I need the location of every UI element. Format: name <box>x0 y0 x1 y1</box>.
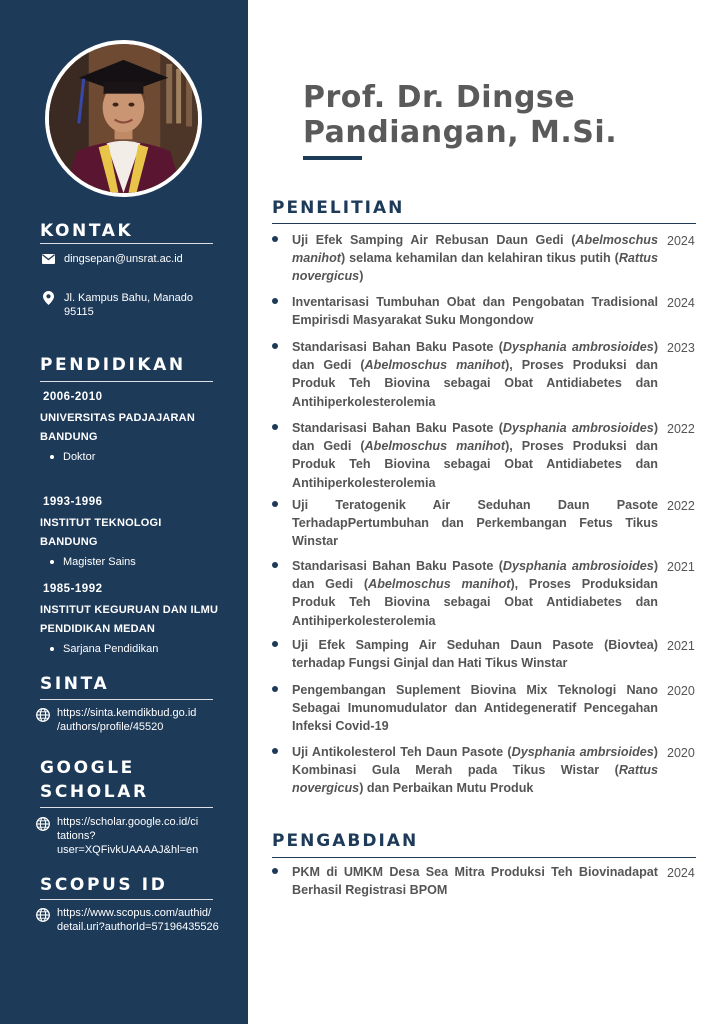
scopus-link[interactable] <box>36 906 219 934</box>
service-title: PKM di UMKM Desa Sea Mitra Produksi Teh Biovinadapat Berhasil Registrasi BPOM <box>292 865 658 898</box>
education-institution: INSTITUT KEGURUAN DAN ILMU PENDIDIKAN MEDAN <box>40 604 219 635</box>
education-degree-text: Sarjana Pendidikan <box>63 643 159 655</box>
bullet-icon <box>272 748 278 754</box>
education-degree-text: Doktor <box>63 451 96 463</box>
location-pin-icon <box>40 291 56 305</box>
contact-heading: KONTAK <box>40 221 134 241</box>
globe-icon <box>36 708 50 722</box>
research-title: Pengembangan Suplement Biovina Mix Teknologi Nano Sebagai Imunomudulator dan Antidegeneratif Pencegahan Infeksi Covid-19 <box>292 683 658 734</box>
research-year: 2020 <box>667 684 695 698</box>
sinta-url: https://sinta.kemdikbud.go.id /authors/profile/45520 <box>57 707 197 733</box>
scopus-heading: SCOPUS ID <box>40 875 168 895</box>
research-year: 2023 <box>667 341 695 355</box>
research-heading: PENELITIAN <box>272 198 405 218</box>
research-title: Inventarisasi Tumbuhan Obat dan Pengobatan Tradisional Empirisdi Masyarakat Suku Mongondow <box>292 295 658 328</box>
research-title: Uji Antikolesterol Teh Daun Pasote (Dysphania ambrsioides) Kombinasi Gula Merah pada Tikus Wistar (Rattus novergicus) dan Perbaikan Mutu Produk <box>292 745 658 796</box>
bullet-icon <box>272 343 278 349</box>
research-year: 2024 <box>667 296 695 310</box>
education-institution: UNIVERSITAS PADJAJARAN BANDUNG <box>40 412 195 443</box>
education-heading: PENDIDIKAN <box>40 355 186 375</box>
education-degree-text: Magister Sains <box>63 556 136 568</box>
education-divider <box>40 381 213 382</box>
research-divider <box>272 223 696 224</box>
research-year: 2022 <box>667 422 695 436</box>
google-scholar-url: https://scholar.google.co.id/ci tations? user=XQFivkUAAAAJ&hl=en <box>57 816 199 856</box>
envelope-icon <box>40 252 56 266</box>
google-scholar-heading: GOOGLE SCHOLAR <box>40 758 149 802</box>
name-underline <box>303 156 362 160</box>
education-years: 1993-1996 <box>43 496 103 508</box>
globe-icon <box>36 908 50 922</box>
bullet-icon <box>272 298 278 304</box>
avatar <box>45 40 202 197</box>
education-years: 1985-1992 <box>43 583 103 595</box>
research-year: 2020 <box>667 746 695 760</box>
education-institution: INSTITUT TEKNOLOGI BANDUNG <box>40 517 162 548</box>
bullet-icon <box>272 562 278 568</box>
globe-icon <box>36 817 50 831</box>
contact-email-text: dingsepan@unsrat.ac.id <box>64 253 183 265</box>
research-year: 2021 <box>667 639 695 653</box>
bullet-icon <box>272 501 278 507</box>
education-years: 2006-2010 <box>43 391 103 403</box>
sinta-divider <box>40 699 213 700</box>
research-year: 2022 <box>667 499 695 513</box>
sidebar <box>0 0 248 1024</box>
google-scholar-link[interactable] <box>36 815 198 857</box>
bullet-icon <box>272 641 278 647</box>
education-degree <box>40 554 220 570</box>
education-item <box>40 494 220 570</box>
service-divider <box>272 857 696 858</box>
education-item <box>40 581 220 657</box>
education-item <box>40 389 220 465</box>
service-year: 2024 <box>667 866 695 880</box>
bullet-icon <box>272 868 278 874</box>
sinta-link[interactable] <box>36 706 196 734</box>
sinta-heading: SINTA <box>40 674 110 694</box>
bullet-icon <box>272 236 278 242</box>
profile-name: Prof. Dr. Dingse Pandiangan, M.Si. <box>303 80 618 150</box>
bullet-icon <box>50 560 54 564</box>
bullet-icon <box>50 647 54 651</box>
scopus-url: https://www.scopus.com/authid/ detail.uri?authorId=57196435526 <box>57 907 219 933</box>
bullet-icon <box>272 424 278 430</box>
bullet-icon <box>272 686 278 692</box>
contact-address-text: Jl. Kampus Bahu, Manado 95115 <box>64 292 194 318</box>
research-title: Standarisasi Bahan Baku Pasote (Dysphania ambrosioides) dan Gedi (Abelmoschus manihot), Proses Produksi dan Produk Teh Biovina sebagai Obat Antidiabetes dan Antihiperkolesterolemia <box>292 340 659 409</box>
research-title: Standarisasi Bahan Baku Pasote (Dysphania ambrosioides) dan Gedi (Abelmoschus manihot), Proses Produksi dan Produk Teh Biovina sebagai Obat Antidiabetes dan Antihiperkolesterolemia <box>292 421 659 490</box>
portrait-image <box>49 44 198 193</box>
research-year: 2021 <box>667 560 695 574</box>
contact-divider <box>40 243 213 244</box>
research-year: 2024 <box>667 234 695 248</box>
research-title: Standarisasi Bahan Baku Pasote (Dysphania ambrosioides) dan Gedi (Abelmoschus manihot), Proses Produksidan Produk Teh Biovina sebagai Obat Antidiabetes dan Antihiperkolesterolemia <box>292 559 659 628</box>
scopus-divider <box>40 899 213 900</box>
research-title: Uji Teratogenik Air Seduhan Daun Pasote TerhadapPertumbuhan dan Perkembangan Fetus Tikus Winstar <box>292 498 658 549</box>
education-degree <box>40 449 220 465</box>
research-title: Uji Efek Samping Air Seduhan Daun Pasote (Biovtea) terhadap Fungsi Ginjal dan Hati Tikus Winstar <box>292 638 658 671</box>
google-scholar-divider <box>40 807 213 808</box>
contact-address <box>40 291 193 319</box>
education-degree <box>40 641 220 657</box>
contact-email <box>40 252 183 266</box>
research-title: Uji Efek Samping Air Rebusan Daun Gedi (Abelmoschus manihot) selama kehamilan dan kelahiran tikus putih (Rattus novergicus) <box>292 233 658 284</box>
bullet-icon <box>50 455 54 459</box>
service-heading: PENGABDIAN <box>272 831 419 851</box>
